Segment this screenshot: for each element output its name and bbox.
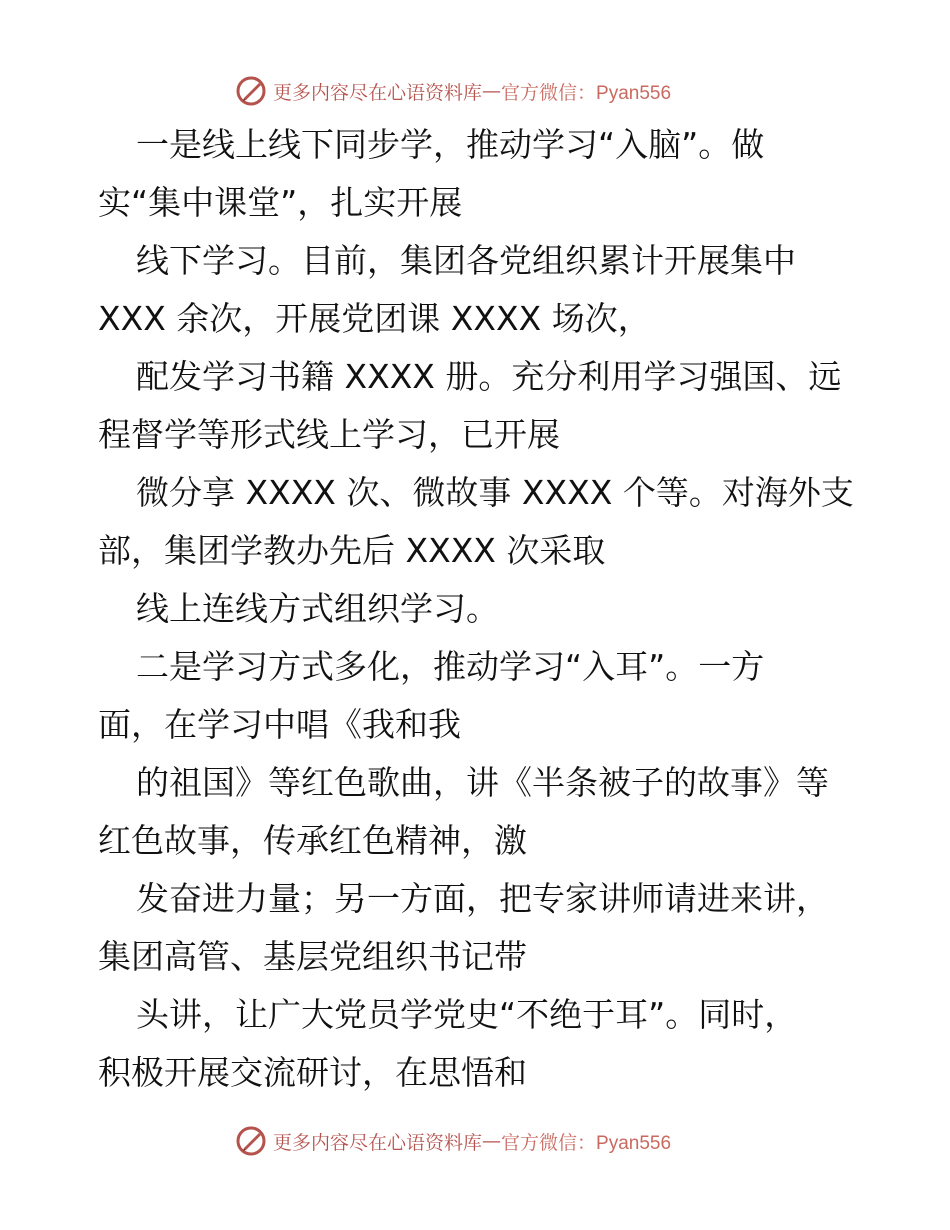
- body-line: 发奋进力量；另一方面，把专家讲师请进来讲，: [136, 879, 829, 918]
- body-line: 红色故事，传承红色精神，激: [98, 821, 527, 860]
- body-line: 面，在学习中唱《我和我: [98, 705, 461, 744]
- footer-watermark: [235, 1124, 671, 1158]
- body-line: 部，集团学教办先后 XXXX 次采取: [98, 531, 606, 570]
- watermark-dash: —: [482, 80, 502, 102]
- body-line: 积极开展交流研讨，在思悟和: [98, 1053, 527, 1092]
- body-line: 集团高管、基层党组织书记带: [98, 937, 527, 976]
- body-line: 二是学习方式多化，推动学习“入耳”。一方: [136, 647, 765, 686]
- watermark-contact: 官方微信：Pyan556: [501, 82, 672, 104]
- body-line: 一是线上线下同步学，推动学习“入脑”。做: [136, 125, 765, 164]
- quill-seal-icon: [235, 75, 267, 107]
- body-line: 配发学习书籍 XXXX 册。充分利用学习强国、远: [136, 357, 842, 396]
- watermark-title: 更多内容尽在心语资料库: [273, 1131, 483, 1154]
- header-watermark: [235, 74, 671, 108]
- document-body: [98, 116, 858, 1102]
- watermark-dash: —: [482, 1130, 502, 1152]
- watermark-contact: 官方微信：Pyan556: [501, 1132, 672, 1154]
- watermark-title: 更多内容尽在心语资料库: [273, 81, 483, 104]
- quill-seal-icon: [235, 1125, 267, 1157]
- body-line: 线上连线方式组织学习。: [136, 589, 499, 628]
- body-line: 线下学习。目前，集团各党组织累计开展集中: [136, 241, 796, 280]
- body-line: 实“集中课堂”，扎实开展: [98, 183, 463, 222]
- body-line: 头讲，让广大党员学党史“不绝于耳”。同时，: [136, 995, 798, 1034]
- body-line: XXX 余次，开展党团课 XXXX 场次，: [98, 299, 651, 338]
- body-line: 微分享 XXXX 次、微故事 XXXX 个等。对海外支: [136, 473, 854, 512]
- body-line: 的祖国》等红色歌曲，讲《半条被子的故事》等: [136, 763, 829, 802]
- body-line: 程督学等形式线上学习，已开展: [98, 415, 560, 454]
